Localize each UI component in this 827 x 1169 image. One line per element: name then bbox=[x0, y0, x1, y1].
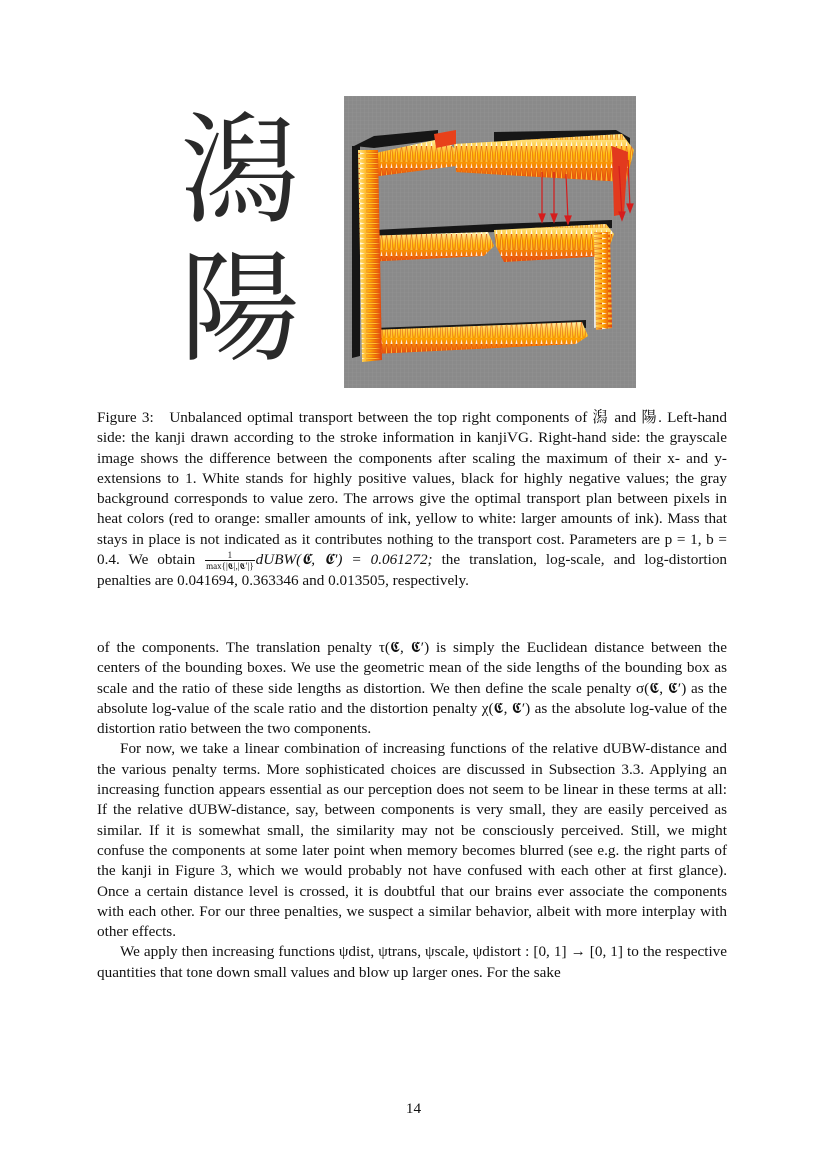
kanji-bottom: 陽 bbox=[180, 240, 300, 379]
figure-caption bbox=[97, 408, 727, 591]
fraction-numerator: 1 bbox=[205, 550, 255, 561]
caption-text: Unbalanced optimal transport between the top right components of 潟 and 陽. Left-hand side: the kanji drawn according to the stroke information in kanjiVG. Right-hand side: the grayscale image shows the difference between the components after scaling the maximum of their x- and y-extensions to 1. White stands for highly positive values, black for highly negative values; the gray background corresponds to value zero. The arrows give the optimal transport plan between pixels in heat colors (red to orange: smaller amounts of ink, yellow to white: larger amounts of ink). Mass that stays in place is not indicated as it contributes nothing to the transport cost. Parameters are p = 1, b = 0.4. We obtain bbox=[97, 409, 727, 569]
fraction-denominator: max{|𝕮|,|𝕮′|} bbox=[206, 561, 254, 572]
figure-label: Figure 3: bbox=[97, 409, 154, 426]
normalization-fraction bbox=[205, 550, 255, 571]
page-number: 14 bbox=[405, 1100, 422, 1117]
caption-tail: the translation, log-scale, and log-distortion penalties are 0.041694, 0.363346 and 0.013505, respectively. bbox=[97, 551, 728, 590]
paragraph-2: For now, we take a linear combination of increasing functions of the relative dUBW-distance and the various penalty terms. More sophisticated choices are discussed in Subsection 3.3. Applying an increasing function appears essential as our perception does not seem to be linear in these terms at all: If the relative dUBW-distance, say, between components is very small, they are easily perceived as similar. If it is somewhat small, the similarity may not be consciously perceived. Still, we might confuse the components at some later point when memory becomes blurred (see e.g. the right parts of the kanji in Figure 3, which we would probably not have confused with each other at first glance). Once a certain distance level is crossed, it is doubtful that our brains ever associate the components with each other. For our three penalties, we suspect a similar behavior, albeit with more interplay with other effects. bbox=[97, 740, 727, 941]
body-text bbox=[97, 638, 727, 983]
caption-formula: dUBW(𝕮, 𝕮′) = 0.061272; bbox=[255, 551, 433, 569]
transport-plan-image bbox=[344, 96, 636, 388]
kanji-top: 潟 bbox=[180, 102, 300, 241]
paragraph-1: of the components. The translation penalty τ(𝕮, 𝕮′) is simply the Euclidean distance between the centers of the bounding boxes. We use the geometric mean of the side lengths of the bounding box as scale and the ratio of these side lengths as distortion. We then define the scale penalty σ(𝕮, 𝕮′) as the absolute log-value of the scale ratio and the distortion penalty χ(𝕮, 𝕮′) as the absolute log-value of the distortion ratio between the two components. bbox=[97, 639, 727, 738]
paragraph-3: We apply then increasing functions ψdist, ψtrans, ψscale, ψdistort : [0, 1] → [0, 1] to the respective quantities that tone down small values and blow up larger ones. For the sake bbox=[97, 943, 727, 981]
